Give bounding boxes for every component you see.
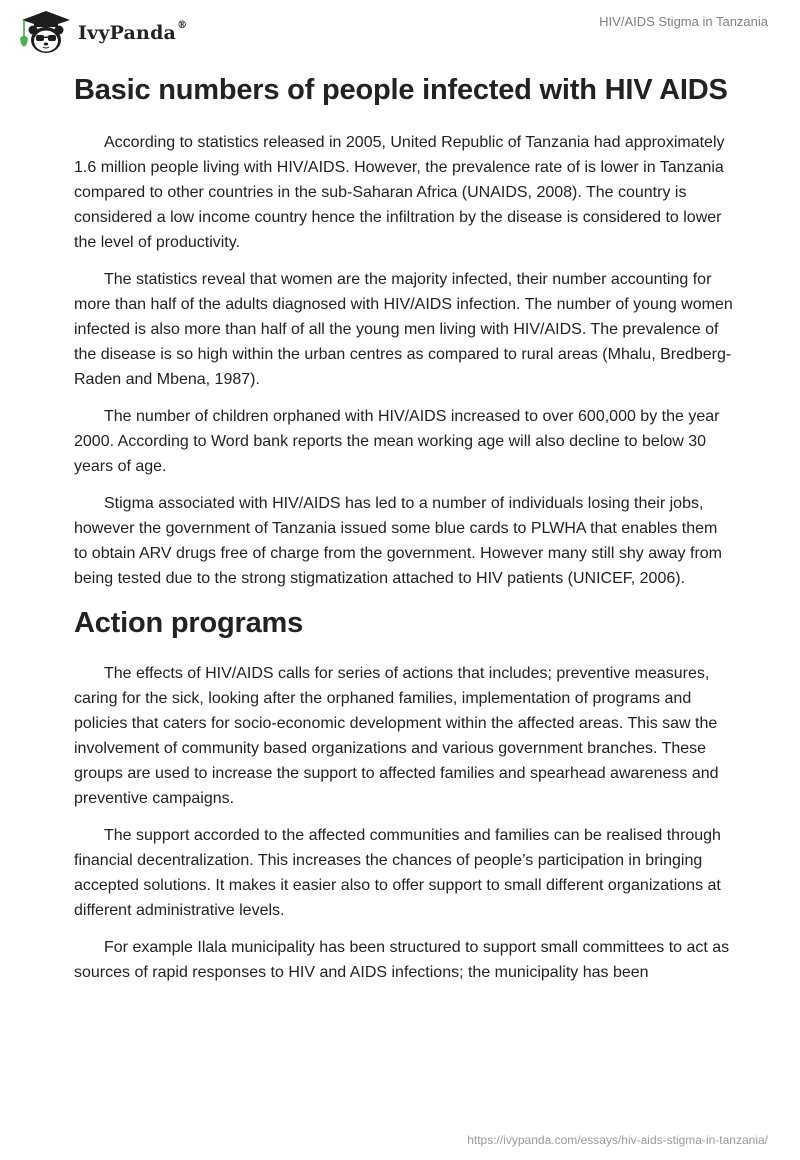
section-heading: Action programs [74,607,304,639]
section-heading: Basic numbers of people infected with HIV AIDS [74,74,728,106]
brand-name-text: IvyPanda [78,22,177,44]
paragraph: For example Ilala municipality has been structured to support small committees to act as sources of rapid responses to HIV and AIDS infections; the municipality has been [74,939,730,981]
panda-graduate-icon [16,8,74,54]
paragraph: The statistics reveal that women are the majority infected, their number accounting for more than half of the adults diagnosed with HIV/AIDS infection. The number of young women infected is also more than half of all the young men living with HIV/AIDS. The prevalence of the disease is so high within the urban centres as compared to rural areas (Mhalu, Bredberg-Raden and Mbena, 1987). [74,271,733,388]
brand-name [78,22,187,44]
section-basic-numbers [74,70,734,591]
paragraph: Stigma associated with HIV/AIDS has led to a number of individuals losing their jobs, however the government of Tanzania issued some blue cards to PLWHA that enables them to obtain ARV drugs free of charge from the government. However many still shy away from being tested due to the strong stigmatization attached to HIV patients (UNICEF, 2006). [74,495,722,587]
source-url-link[interactable]: https://ivypanda.com/essays/hiv-aids-stigma-in-tanzania/ [467,1133,768,1147]
paragraph: The support accorded to the affected communities and families can be realised through financial decentralization. This increases the chances of people’s participation in bringing accepted solutions. It makes it easier also to offer support to small different organizations at different administrative levels. [74,827,721,919]
page-header [0,0,800,60]
paragraph: According to statistics released in 2005, United Republic of Tanzania had approximately 1.6 million people living with HIV/AIDS. However, the prevalence rate of is lower in Tanzania compared to other countries in the sub-Saharan Africa (UNAIDS, 2008). The country is considered a low income country hence the infiltration by the disease is considered to lower the level of productivity. [74,134,725,251]
ivypanda-logo[interactable] [16,8,187,54]
essay-content [74,70,734,997]
paragraph: The effects of HIV/AIDS calls for series of actions that includes; preventive measures, caring for the sick, looking after the orphaned families, implementation of programs and policies that caters for socio-economic development within the affected areas. This saw the involvement of community based organizations and various government branches. These groups are used to increase the support to affected families and spearhead awareness and preventive campaigns. [74,665,719,807]
document-title: HIV/AIDS Stigma in Tanzania [599,14,768,29]
registered-mark: ® [177,20,188,31]
paragraph: The number of children orphaned with HIV/AIDS increased to over 600,000 by the year 2000. According to Word bank reports the mean working age will also decline to below 30 years of age. [74,408,720,475]
section-action-programs [74,603,734,985]
